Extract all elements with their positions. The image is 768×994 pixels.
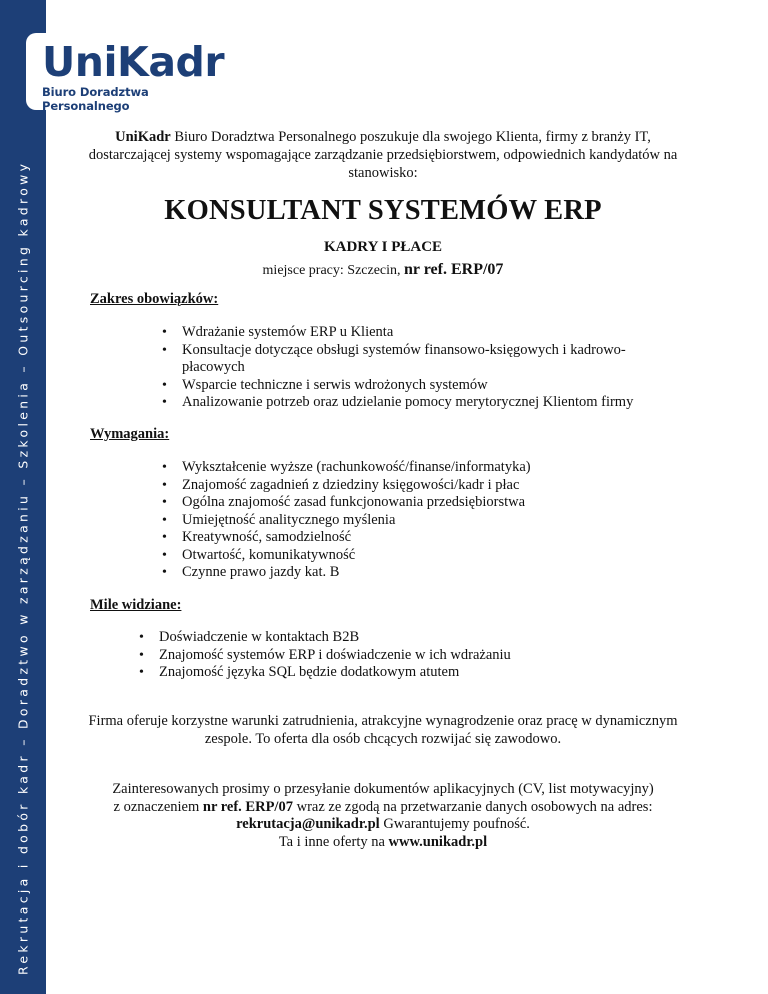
- contact-line-2: [80, 799, 686, 817]
- intro-brand: UniKadr: [115, 129, 171, 145]
- nice-to-have-list: [139, 629, 679, 682]
- confidentiality-note: Gwarantujemy poufność.: [379, 816, 530, 832]
- list-item: • Konsultacje dotyczące obsługi systemów finansowo-księgowych i kadrowo-płacowych: [162, 342, 657, 377]
- job-subtitle: KADRY I PŁACE: [323, 239, 443, 255]
- list-item: • Wdrażanie systemów ERP u Klienta: [162, 324, 682, 342]
- logo-word-uni: Uni: [42, 38, 118, 86]
- offer-paragraph: Firma oferuje korzystne warunki zatrudnienia, atrakcyjne wynagrodzenie oraz pracę w dynamicznym zespole. To oferta dla osób chcących rozwijać się zawodowo.: [88, 713, 678, 747]
- contact-line-3: [80, 816, 686, 834]
- contact-line-2-post: wraz ze zgodą na przetwarzanie danych osobowych na adres:: [292, 798, 653, 815]
- nice-to-have-heading: Mile widziane:: [90, 597, 182, 613]
- list-item: • Otwartość, komunikatywność: [162, 547, 682, 565]
- intro-text: Biuro Doradztwa Personalnego poszukuje dla swojego Klienta, firmy z branży IT, dostarczającej systemy wspomagające zarządzanie przedsiębiorstwem, odpowiednich kandydatów na stanowisko:: [88, 129, 678, 181]
- logo-wordmark: [42, 40, 224, 84]
- contact-reference: nr ref. ERP/07: [202, 798, 293, 815]
- location-label: miejsce pracy: Szczecin,: [262, 263, 405, 278]
- list-item: • Analizowanie potrzeb oraz udzielanie pomocy merytorycznej Klientom firmy: [162, 394, 682, 412]
- website-link[interactable]: www.unikadr.pl: [388, 833, 488, 850]
- list-item: • Znajomość zagadnień z dziedziny księgowości/kadr i płac: [162, 477, 682, 495]
- job-title: KONSULTANT SYSTEMÓW ERP: [164, 195, 602, 226]
- job-location: [88, 261, 678, 279]
- logo-subtitle: Biuro Doradztwa Personalnego: [42, 85, 149, 113]
- intro-paragraph: [88, 128, 678, 182]
- website-label: Ta i inne oferty na: [278, 833, 389, 850]
- requirements-heading: Wymagania:: [90, 426, 170, 442]
- list-item: • Znajomość języka SQL będzie dodatkowym atutem: [139, 664, 679, 682]
- contact-line-1: Zainteresowanych prosimy o przesyłanie dokumentów aplikacyjnych (CV, list motywacyjny): [112, 781, 654, 797]
- contact-email-link[interactable]: rekrutacja@unikadr.pl: [236, 816, 380, 832]
- contact-line-4: [80, 834, 686, 852]
- reference-number: nr ref. ERP/07: [404, 261, 504, 278]
- list-item: • Wsparcie techniczne i serwis wdrożonych systemów: [162, 377, 682, 395]
- list-item: • Wykształcenie wyższe (rachunkowość/finanse/informatyka): [162, 459, 682, 477]
- sidebar-band: [0, 0, 46, 994]
- contact-line-2-pre: z oznaczeniem: [113, 798, 203, 815]
- list-item: • Doświadczenie w kontaktach B2B: [139, 629, 679, 647]
- duties-list: [162, 324, 682, 412]
- sidebar-services-text: Rekrutacja i dobór kadr – Doradztwo w zarządzaniu – Szkolenia – Outsourcing kadrowy: [15, 160, 31, 975]
- duties-heading: Zakres obowiązków:: [90, 291, 219, 307]
- list-item: • Znajomość systemów ERP i doświadczenie w ich wdrażaniu: [139, 647, 679, 665]
- contact-paragraph: [80, 781, 686, 851]
- list-item: • Czynne prawo jazdy kat. B: [162, 564, 682, 582]
- list-item: • Kreatywność, samodzielność: [162, 529, 682, 547]
- list-item: • Umiejętność analitycznego myślenia: [162, 512, 682, 530]
- logo-word-kadr: Kadr: [117, 38, 225, 86]
- requirements-list: [162, 459, 682, 582]
- list-item: • Ogólna znajomość zasad funkcjonowania przedsiębiorstwa: [162, 494, 682, 512]
